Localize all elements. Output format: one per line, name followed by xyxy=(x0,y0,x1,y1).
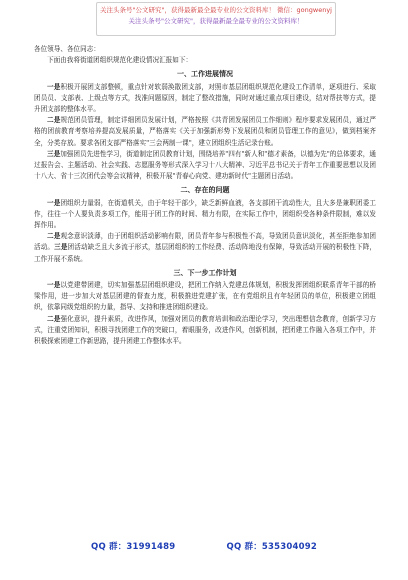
section2-paragraph-1 xyxy=(34,198,376,232)
paragraph-text: 团活动缺乏且大多流于形式，基层团组织的工作经费、活动阵地没有保障，导致活动开展的积极性下降，工作开展不系统。 xyxy=(34,243,377,263)
paragraph-text: 规范团员管理，制定详细团员发展计划，严格按照《共青团发展团员工作细则》程序要求发展团员，通过严格的团前教育考察培养提高发展质量，严格落实《关于加强新形势下发展团员和团员管理工作的意见》，做到档案齐全，分类存放。要求各团支部严格落实"三会两制一课"，建立团组织生活记录台账。 xyxy=(34,116,377,147)
paragraph-lead: 二是 xyxy=(47,232,61,241)
paragraph-text: 团组织力量弱，在街道机关，由于年轻干部少，缺乏新鲜血液，各支部团干流动性大，且大多是兼职团委工作，往往一个人要负责多项工作，能用于团工作的时间、精力有限，在实际工作中，团组织受各种条件限制，难以发挥作用。 xyxy=(34,198,377,230)
paragraph-text: 强化意识，提升素质，改进作风，加强对团员的教育培训和政治理论学习，突出理想信念教育，创新学习方式，注重党团知识，积极寻找团建工作的突破口，着眼服务，改进作风，创新机制，把团建工作融入各项工作中，并积极探索团建工作新思路，提升团建工作整体水平。 xyxy=(34,314,377,346)
header-banner xyxy=(96,2,336,36)
intro-paragraph: 下面由我将街道团组织规范化建设情况汇报如下： xyxy=(47,56,193,65)
paragraph-lead: 二是 xyxy=(47,314,61,323)
paragraph-text: 加强团员先进性学习，街道制定团员教育计划，围绕培养"四有"新人和"德才素备，以德为先"的总体要求，通过报告会、主题活动、社会实践、志愿服务等形式深入学习十八大精神、习近平总书记关于青年工作重要思想以及团十八大、省十三次团代会等会议精神，积极开展"青春心向党、建功新时代"主题团日活动。 xyxy=(34,149,376,181)
section1-paragraph-3 xyxy=(34,149,376,183)
paragraph-text: 积极开展团支部整顿，重点针对软弱涣散团支部，对照市基层团组织规范化建设工作清单，逐项进行、采取团员员、支部表、上级点等方式，找准问题原因，制定了整改措施，同时对通过重点项目建设，结对帮扶等方式，提升团支部的整体水平。 xyxy=(34,82,377,114)
salutation: 各位领导、各位同志： xyxy=(34,45,100,53)
section-title-2: 二、存在的问题 xyxy=(180,185,230,195)
paragraph-text: 以党建带团建，切实加强基层团组织建设，把团工作纳入党建总体规划，积极发挥团组织联系青年干部的桥梁作用，进一步加大对基层团建的督查力度，积极推进党建扩张，在有党组织且有年轻团员的单位，积极建立团组织，依靠同级党组织的力量，指导、支持和推进团组织建设。 xyxy=(34,281,377,312)
section3-paragraph-2 xyxy=(34,314,376,348)
section1-paragraph-1 xyxy=(34,82,376,116)
qq-group-2: QQ 群：535304092 xyxy=(226,542,317,552)
qq-group-1: QQ 群：31991489 xyxy=(91,542,176,552)
paragraph-lead: 二是 xyxy=(47,116,61,125)
paragraph-lead: 一是 xyxy=(47,82,61,91)
section2-paragraph-2 xyxy=(34,231,376,265)
banner-line-2: 关注头条号"公文研究"，获得最新最全最专业的公文资料库！ xyxy=(128,17,304,25)
paragraph-lead: 一是 xyxy=(47,281,61,290)
banner-line-1: 关注头条号"公文研究"，获得最新最全最专业的公文资料库！ 微信：gongwenyj xyxy=(100,6,332,14)
paragraph-lead: 三是 xyxy=(54,243,68,252)
section3-paragraph-1 xyxy=(34,280,376,314)
paragraph-lead: 一是 xyxy=(47,198,61,207)
paragraph-lead: 三是 xyxy=(47,149,61,158)
document-body xyxy=(34,44,376,347)
section-title-3: 三、下一步工作计划 xyxy=(173,267,237,277)
section1-paragraph-2 xyxy=(34,115,376,149)
section-title-1: 一、工作进展情况 xyxy=(177,69,233,79)
footer-qq-groups xyxy=(0,540,408,552)
paragraph-text: 观念意识淡薄，由于团组织活动影响有限，团员青年参与积极性不高，导致团员意识淡化，甚至拒绝参加团活动。 xyxy=(34,232,377,252)
